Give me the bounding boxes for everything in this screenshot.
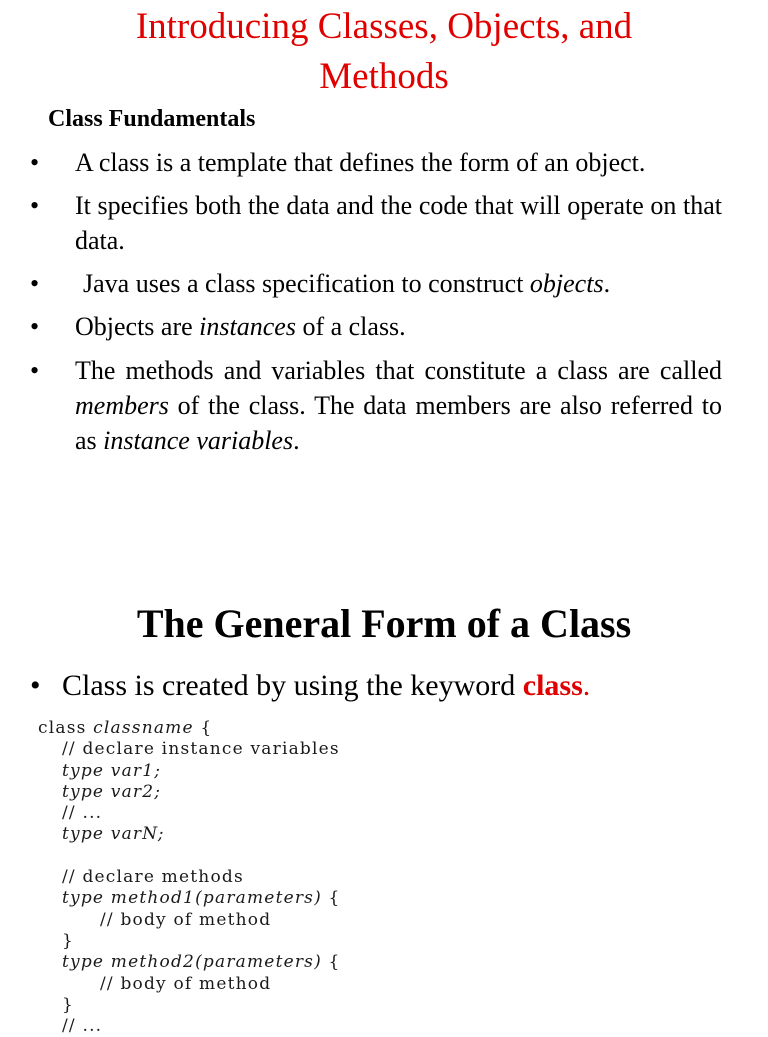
- code-method-signature: type method2(parameters): [62, 952, 322, 973]
- bullet-text: It specifies both the data and the code that will operate on that data.: [75, 191, 722, 255]
- slide-title-line1: Introducing Classes, Objects, and: [135, 6, 633, 47]
- bullet-text: Java uses a class specification to construct: [83, 269, 530, 298]
- code-line: type varN;: [62, 824, 165, 845]
- code-classname: classname: [93, 718, 194, 738]
- code-block: [38, 718, 538, 1037]
- bullet-item: [30, 188, 722, 258]
- code-line: // body of method: [100, 909, 272, 930]
- code-line: [38, 952, 538, 973]
- bullet-dot: •: [30, 148, 40, 177]
- bullet-dot: •: [30, 669, 41, 702]
- bullet-item: [30, 145, 722, 180]
- bullet-text: of the class. The data members are also referred to as: [75, 391, 722, 455]
- code-brace: {: [321, 952, 341, 973]
- bullet-dot: •: [30, 191, 40, 220]
- bullet-dot: •: [30, 312, 40, 341]
- code-line: // ...: [62, 1016, 103, 1037]
- bullet-list: [30, 145, 722, 458]
- code-line: }: [62, 994, 75, 1015]
- bullet-punct: .: [603, 269, 611, 298]
- bullet-item: [30, 309, 722, 344]
- code-line: type var1;: [62, 760, 162, 781]
- code-line: // body of method: [100, 973, 272, 994]
- slide-title: [0, 2, 768, 102]
- bullet-dot: •: [30, 269, 40, 298]
- bullet-text: The methods and variables that constitute a class are called: [75, 356, 722, 385]
- general-form-title: The General Form of a Class: [136, 601, 632, 646]
- bullet-emphasis: instance variables: [103, 426, 294, 455]
- code-line: // ...: [62, 803, 103, 824]
- bullet-punct: .: [293, 426, 300, 455]
- bullet-dot: •: [30, 356, 40, 385]
- bullet-item: [30, 266, 722, 301]
- bullet-text-end: of a class.: [295, 312, 406, 341]
- bullet-emphasis: instances: [199, 312, 296, 341]
- code-method-signature: type method1(parameters): [62, 888, 322, 909]
- bullet-punct: .: [582, 669, 591, 702]
- code-line: [38, 718, 538, 739]
- code-blank-line: [38, 846, 538, 867]
- bullet-text: Class is created by using the keyword: [62, 669, 523, 702]
- code-keyword: class: [38, 718, 94, 738]
- code-line: type var2;: [62, 781, 162, 802]
- code-line: }: [62, 930, 75, 951]
- code-brace: {: [193, 718, 213, 738]
- code-brace: {: [321, 888, 341, 909]
- keyword-bullet: [30, 666, 762, 706]
- bullet-text: A class is a template that defines the form of an object.: [75, 148, 646, 177]
- class-keyword: class: [522, 669, 583, 702]
- bullet-emphasis: members: [75, 391, 169, 420]
- code-line: [38, 888, 538, 909]
- code-line: // declare instance variables: [62, 739, 340, 760]
- bullet-emphasis: objects: [529, 269, 604, 298]
- bullet-text: Objects are: [75, 312, 200, 341]
- slide-title-line2: Methods: [319, 56, 449, 97]
- bullet-item: [30, 353, 722, 458]
- section-heading: Class Fundamentals: [48, 106, 256, 132]
- code-line: // declare methods: [62, 867, 244, 888]
